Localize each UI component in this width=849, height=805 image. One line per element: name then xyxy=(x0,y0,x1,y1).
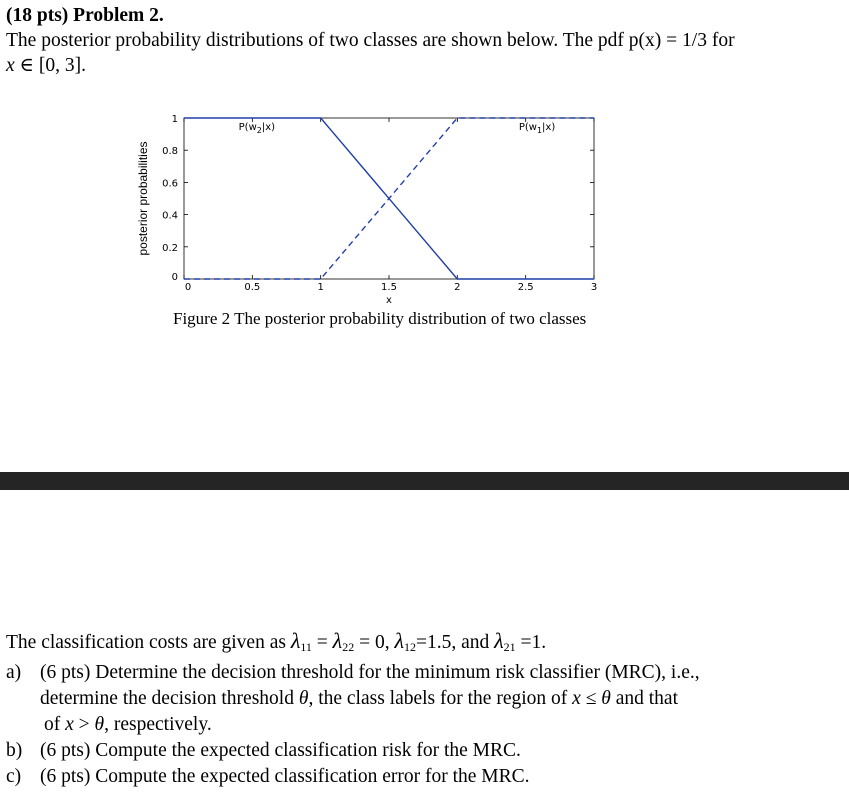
series-label-P(w2|x): $P(w_2|x)$ xyxy=(238,122,276,136)
theta-symbol: θ xyxy=(298,688,309,709)
theta-symbol: θ xyxy=(601,688,611,709)
part-b-text: (6 pts) Compute the expected classification risk for the MRC. xyxy=(40,740,521,761)
part-c-label: c) xyxy=(6,766,22,787)
series-labels xyxy=(239,122,556,135)
x-variable: x xyxy=(572,688,581,709)
lambda21-value: =1. xyxy=(520,632,547,653)
lambda12-value: =1.5 xyxy=(415,632,452,653)
equals-sign: = xyxy=(316,632,328,653)
y-tick-label: 0.4 xyxy=(162,210,178,222)
part-a-line3 xyxy=(44,712,212,738)
series-lines xyxy=(184,118,594,279)
part-a-line3-pre: of xyxy=(44,714,61,735)
axis-ticks xyxy=(162,114,597,293)
y-tick-label: 0.6 xyxy=(162,178,178,190)
y-tick-label: 0.8 xyxy=(162,146,178,158)
lambda-sub-12: 12 xyxy=(403,640,416,654)
y-axis-label: posterior probabilities xyxy=(136,141,150,256)
x-variable: x xyxy=(6,55,15,76)
series-label-P(w1|x): $P(w_1|x)$ xyxy=(518,122,556,136)
lambda-symbol: λ xyxy=(332,628,343,653)
part-a-line2-mid: , the class labels for the region of xyxy=(308,688,568,709)
y-tick-label: 1 xyxy=(171,114,178,125)
lambda-symbol: λ xyxy=(394,628,404,653)
x-axis-label: x xyxy=(386,295,392,306)
x-tick-label: 1 xyxy=(317,282,324,293)
equals-zero: = 0 xyxy=(359,632,385,653)
x-tick-label: 2.5 xyxy=(517,282,534,293)
part-c-text: (6 pts) Compute the expected classification error for the MRC. xyxy=(40,766,530,787)
part-b-label: b) xyxy=(6,740,23,761)
and-word: , and xyxy=(451,632,490,653)
part-a-line2-end: and that xyxy=(615,688,679,709)
problem-header: (18 pts) Problem 2. xyxy=(6,5,164,26)
series-line-P(w1|x) xyxy=(184,118,594,279)
leq-symbol: ≤ xyxy=(585,688,597,709)
lambda-sub-22: 22 xyxy=(342,640,355,654)
lambda-sub-21: 21 xyxy=(503,640,516,654)
part-a-line2 xyxy=(40,686,678,712)
theta-symbol: θ xyxy=(94,714,105,735)
domain-text: ∈ [0, 3]. xyxy=(14,55,86,76)
separator-bar xyxy=(0,472,849,490)
posterior-probability-chart xyxy=(0,0,849,340)
part-a-line1: (6 pts) Determine the decision threshold for the minimum risk classifier (MRC), i.e., xyxy=(40,662,700,683)
x-tick-label: 3 xyxy=(590,282,598,293)
x-tick-label: 0 xyxy=(184,282,192,293)
y-tick-label: 0 xyxy=(171,272,178,283)
lambda-sub-11: 11 xyxy=(300,640,312,654)
figure-caption: Figure 2 The posterior probability distribution of two classes xyxy=(173,309,587,328)
lambda-symbol: λ xyxy=(290,628,301,653)
part-a-line2-pre: determine the decision threshold xyxy=(40,688,294,709)
x-variable: x xyxy=(65,714,74,735)
x-tick-label: 1.5 xyxy=(381,282,397,293)
gt-symbol: > xyxy=(78,714,90,735)
part-a-label: a) xyxy=(6,662,22,683)
problem-intro-line1: The posterior probability distributions of two classes are shown below. The pdf p(x) = 1/3 for xyxy=(6,30,735,51)
x-tick-label: 0.5 xyxy=(244,282,261,293)
part-a-line3-end: , respectively. xyxy=(104,714,212,735)
y-tick-label: 0.2 xyxy=(162,242,178,254)
costs-prefix: The classification costs are given as xyxy=(6,632,286,653)
costs-line: The classification costs are given as $\lambda_{11} = \lambda_{22} = 0$, $\lambda_{12}=1.5$, and $\lambda_{21} =1$. xyxy=(6,628,547,654)
x-tick-label: 2 xyxy=(454,282,461,293)
lambda-symbol: λ xyxy=(494,628,504,653)
